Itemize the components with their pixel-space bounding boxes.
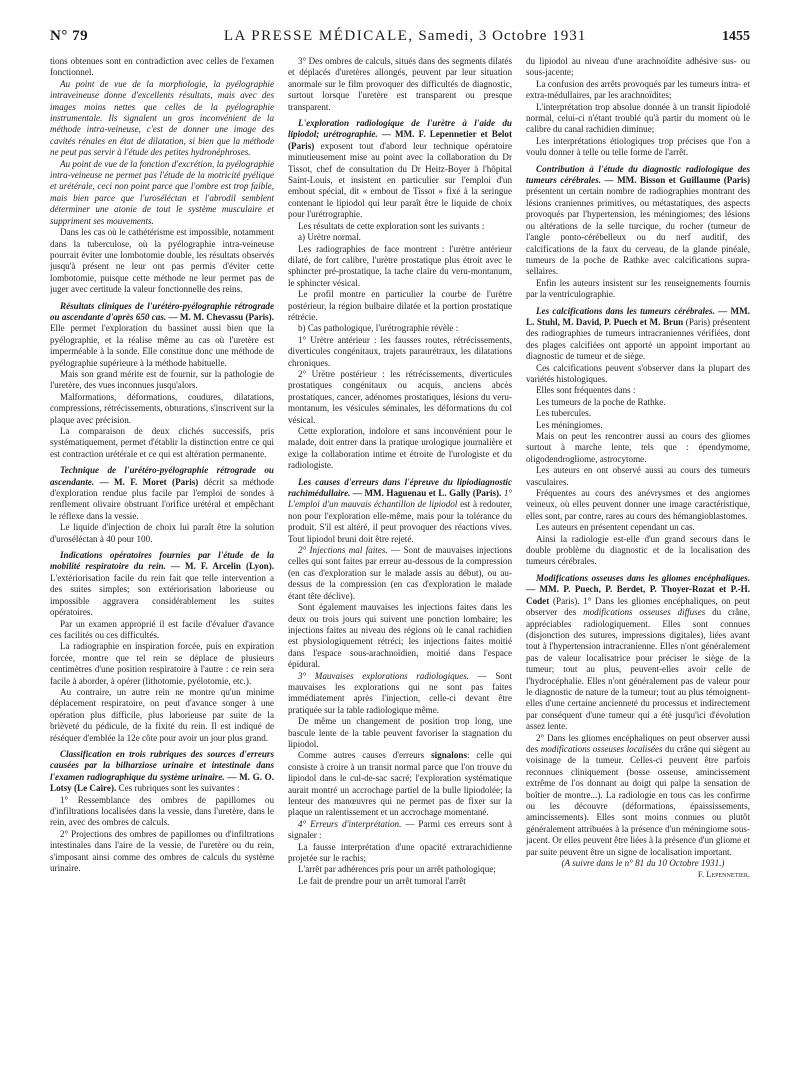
paragraph: Les auteurs en présentent cependant un cas.: [536, 522, 695, 533]
paragraph: b) Cas pathologique, l'urétrographie révèle :: [298, 323, 459, 334]
paragraph: [526, 733, 750, 858]
section-author: — MM. Haguenau et L. Gally (Paris).: [352, 488, 502, 499]
section-title: Contribution à l'étude du diagnostic radiologique des tumeurs cérébrales.: [526, 163, 750, 186]
paragraph: Les tubercules.: [536, 408, 592, 419]
section-text: est à redouter, non pour l'exploration elle-même, mais pour la tolérance du produit. S'il est altéré, il peut provoquer des réactions vives. Tout lipiodol bruni doit être rejeté.: [288, 499, 512, 544]
section-text: (Paris). 1° Dans les gliomes encéphaliques, on peut observer des: [526, 595, 750, 618]
section-text: 1° L'emploi d'un mauvais échantillon de lipiodol: [288, 488, 512, 510]
section-title: Les causes d'erreurs dans l'épreuve du lipiodiagnostic rachimédullaire.: [288, 476, 512, 499]
section-text: (Paris) présentent des radiographies de tumeurs intracraniennes vérifiées, dont des plages calcifiées ont apporté un appoint important au diagnostic de tumeur et de siège.: [526, 316, 750, 362]
section-author: — M. F. Arcelin (Lyon).: [170, 561, 274, 572]
paragraph: [288, 545, 512, 602]
section-heading: [50, 301, 274, 369]
paragraph: du lipiodol au niveau d'une arachnoïdite adhésive sus- ou sous-jacente;: [526, 56, 750, 78]
paragraph: L'arrêt par adhérences pris pour un arrêt pathologique;: [298, 864, 496, 875]
paragraph: La fausse interprétation d'une opacité extrarachidienne projetée sur le rachis;: [288, 841, 512, 864]
issue-date: Samedi, 3 Octobre 1931: [418, 28, 587, 44]
paragraph: [288, 750, 512, 818]
paragraph: Les résultats de cette exploration sont les suivants :: [298, 220, 485, 231]
section-heading: [526, 573, 750, 733]
paragraph: tions obtenues sont en contradiction avec celles de l'examen fonctionnel.: [50, 56, 274, 78]
paragraph: Les méningiomes.: [536, 419, 603, 430]
masthead: [224, 28, 586, 45]
text-columns: [50, 56, 750, 1072]
paragraph: Par un examen approprié il est facile d'évaluer d'avance ces facilités ou ces difficultés.: [50, 618, 274, 640]
page-number: 1455: [721, 29, 750, 44]
paragraph: Au point de vue de la fonction d'excrétion, la pyélographie intra-veineuse ne permet pas l'étude de la motricité pyélique et urétérale, ceci non point parce que l'ombre est trop faible, mais bien parce que l'uroséléctan et l'abrodil semblent déterminer une atonie de tout le système musculaire et suppriment ses mouvements.: [50, 158, 274, 226]
paragraph: Fréquentes au cours des anévrysmes et des angiomes veineux, où elles peuvent donner une image caractéristique, elles sont, par contre, rares au cours des hémangioblastomes.: [526, 488, 750, 521]
paragraph: Elles sont fréquentes dans :: [536, 385, 636, 396]
paragraph: La radiographie en inspiration forcée, puis en expiration forcée, montre que tel rein se déplace de plusieurs centimètres d'une position respiratoire à l'autre : ce rein sera facile à aborder, à opérer (lithotomie, pyélotomie, etc.).: [50, 641, 274, 686]
text: 2° Dans les gliomes encéphaliques on peut observer aussi des: [526, 732, 750, 754]
section-text: Elle permet l'exploration du bassinet aussi bien que la pyélographie, et la réalise même au cas où l'uretère est imperméable à la sonde. Elle constitue donc une méthode de pyélographie supérieure à la méthode habituelle.: [50, 323, 274, 368]
section-text: modifications osseuses diffuses: [583, 607, 706, 618]
paragraph: Malformations, déformations, coudures, dilatations, compressions, rétrécissements, obturations, s'inscrivent sur la plaque avec précision.: [50, 391, 274, 425]
text: du crâne qui siègent au voisinage de la tumeur. Celles-ci peuvent être parfois reconnues cliniquement (bosse osseuse, amincissement extrême de l'os donnant au doigt qui palpe la sensation de boîtier de montre...). La radiologie en tous cas les confirme ou les découvre (déformations, épaississements, amincissements). Elles sont moins connues ou plutôt généralement attribuées à la présence d'un méningiome sous-jacent. Or elles peuvent être liées à la présence d'un gliome et par suite peuvent être un signe de localisation important.: [526, 743, 750, 857]
section-author: — MM. F. Lepennetier et Belot (Paris): [288, 129, 512, 151]
emphasis: signalons: [431, 750, 467, 761]
author-signature: F. Lepennetier.: [697, 869, 750, 880]
section-heading: [50, 465, 274, 522]
paragraph: Ces calcifications peuvent s'observer dans la plupart des variétés histologiques.: [526, 362, 750, 384]
section-author: — MM. Bisson et Guillaume (Paris): [604, 175, 750, 186]
column-1: [50, 56, 274, 1072]
section-text: L'extériorisation facile du rein fait que telle intervention a des suites simples; son extériorisation laborieuse ou impossible aggravera considérablement les suites opératoires.: [50, 572, 274, 618]
subheading: 3° Mauvaises explorations radiologiques.: [298, 670, 470, 681]
journal-title: LA PRESSE MÉDICALE,: [223, 28, 414, 44]
text: — Parmi ces erreurs sont à signaler :: [288, 818, 512, 841]
section-text: Ces rubriques sont les suivantes :: [118, 783, 240, 794]
text: Comme autres causes d'erreurs: [298, 750, 425, 761]
section-title: Technique de l'urétéro-pyélographie rétrograde ou ascendante.: [50, 465, 274, 487]
section-author: — M. G. O. Lotsy (Le Caire).: [50, 771, 274, 794]
subheading: 2° Injections mal faites.: [298, 545, 388, 556]
section-title: Modifications osseuses dans les gliomes encéphaliques.: [536, 572, 750, 583]
section-text: exposent tout d'abord leur technique opératoire minutieusement mise au point avec la collaboration du Dr Tissot, chef de consultation du Dr Heitz-Boyer à l'hôpital Saint-Louis, et insistent en particulier sur l'emploi d'un embout spécial, dit « embout de Tissot » fixé à la seringue contenant le lipiodol qui leur paraît être le liquide de choix pour l'urétrographie.: [288, 140, 512, 220]
paragraph: 1° Ressemblance des ombres de papillomes ou d'infiltrations localisées dans la vessie, dans l'uretère, dans le rein, avec des ombres de calculs.: [50, 794, 274, 828]
paragraph: 1° Urètre antérieur : les fausses routes, rétrécissements, diverticules congénitaux, trajets paraurétraux, les dilatations chroniques.: [288, 334, 512, 368]
paragraph: La comparaison de deux clichés successifs, pris systématiquement, permet d'établir la distinction entre ce qui est contraction urétérale et ce qui est altération permanente.: [50, 426, 274, 459]
section-author: — M. F. Moret (Paris): [99, 476, 199, 487]
paragraph: 3° Des ombres de calculs, situés dans des segments dilatés et déplacés d'uretères allongés, peuvent par leur situation anormale sur le film provoquer des difficultés de diagnostic, surtout lorsque l'uretère est transparent ou presque transparent.: [288, 56, 512, 112]
paragraph: a) Urètre normal.: [298, 232, 361, 243]
paragraph: Les interprétations étiologiques trop précises que l'on a voulu donner à telle ou telle forme de l'arrêt.: [526, 135, 750, 158]
paragraph: Sont également mauvaises les injections faites dans les deux ou trois jours qui suivent une ponction lombaire; les injections faites au niveau des régions où le canal rachidien est physiologiquement rétréci; les injections faites moitié dans l'espace sous-arachnoïdien, moitié dans l'espace épidural.: [288, 602, 512, 670]
paragraph: Cette exploration, indolore et sans inconvénient pour le malade, doit entrer dans la pratique urologique journalière et exige la collaboration intime et étroite de l'urologiste et du radiologiste.: [288, 426, 512, 471]
section-heading: [526, 306, 750, 363]
section-title: Indications opératoires fournies par l'étude de la mobilité respiratoire du rein.: [50, 550, 274, 572]
section-heading: [526, 164, 750, 278]
paragraph: 2° Urètre postérieur : les rétrécissements, diverticules prostatiques congénitaux ou acquis, anciens abcès prostatiques, cancer, adénomes prostatiques, lésions du veru-montanum, les vésicules séminales, les déformations du col vésical.: [288, 368, 512, 425]
text: : celle qui consiste à croire à un transit normal parce que l'on trouve du lipiodol dans le cul-de-sac sacré; l'exploration systématique aurait montré un accrochage partiel de la bulle lipiodolée; la lenteur des manœuvres qui ne permet pas de fixer sur la plaque un ralentissement et un accrochage momentané.: [288, 750, 512, 818]
paragraph: De même un changement de position trop long, une bascule lente de la table peuvent favoriser la stagnation du lipiodol.: [288, 716, 512, 749]
paragraph: Au point de vue de la morphologie, la pyélographie intraveineuse donne d'excellents résultats, mais avec des images moins nettes que celles de la pyélographie instrumentale. Ils signalent un gros inconvénient de la méthode intra-veineuse, c'est de donner une image des cavités rénales en état de dilatation, si bien que la méthode ne peut pas servir à l'étude des petites hydronéphroses.: [50, 78, 274, 158]
paragraph: Au contraire, un autre rein ne montre qu'un minime déplacement respiratoire, on peut d'avance songer à une opération plus difficile, plus laborieuse par suite de la brièveté du pédicule, de la fixité du rein. Il est indiqué de réséquer d'emblée la 12e côte pour avoir un jour plus grand.: [50, 686, 274, 743]
paragraph: Les tumeurs de la poche de Rathke.: [536, 396, 666, 407]
section-author: — MM. P. Puech, P. Berdet, P. Thoyer-Rozat et P.-H. Codet: [526, 584, 750, 606]
text: — Sont mauvaises les explorations qui ne sont pas faites immédiatement après l'injection, celle-ci devant être pratiquée sur la table radiologique même.: [288, 670, 512, 715]
section-title: L'exploration radiologique de l'urètre à l'aide du lipiodol; urétrographie.: [288, 118, 512, 140]
paragraph: [288, 671, 512, 717]
paragraph: Dans les cas où le cathétérisme est impossible, notamment dans la tuberculose, où la pyélographie intra-veineuse pourrait éviter une lombotomie double, les résultats observés jusqu'à présent ne leur ont pas permis d'éviter cette lombotomie, puisque cette méthode ne leur permet pas de juger avec certitude la valeur fonctionnelle des reins.: [50, 227, 274, 295]
issue-number: N° 79: [50, 28, 89, 44]
paragraph: Les radiographies de face montrent : l'urètre antérieur dilaté, de fort calibre, l'urètre prostatique plus étroit avec le sphincter pré-prostatique, la tache claire du veru-montanum, le sphincter vésical.: [288, 243, 512, 288]
section-heading: [288, 118, 512, 221]
continuation-note: (A suivre dans le n° 81 du 10 Octobre 1931.): [561, 858, 725, 869]
subheading: 4° Erreurs d'interprétation.: [298, 818, 402, 829]
section-author: — M. M. Chevassu (Paris).: [168, 311, 274, 322]
section-heading: [50, 550, 274, 618]
paragraph: 2° Projections des ombres de papillomes ou d'infiltrations intestinales dans l'aire de la vessie, de l'uretère ou du rein, s'imposant ainsi comme des ombres de calculs du système urinaire.: [50, 828, 274, 874]
emphasis: modifications osseuses localisées: [540, 743, 663, 754]
column-2: [288, 56, 512, 1072]
section-heading: [288, 477, 512, 545]
section-text: du crâne, appréciables radiologiquement. Elles sont connues (disjonction des sutures, impressions digitales), liées avant tout à l'hypertension intracranienne. Elles n'ont généralement pas de valeur localisatrice pour préciser le siège de la tumeur; tout au plus, peuvent-elles avoir celle de l'hydrocéphalie. Elles n'ont généralement pas de valeur pour le diagnostic de nature de la tumeur; tout au plus témoignent-elles d'une certaine ancienneté du processus et indirectement par conséquent d'une tumeur qui a été jusqu'ici d'évolution assez lente.: [526, 607, 750, 732]
paragraph: Le fait de prendre pour un arrêt tumoral l'arrêt: [298, 875, 466, 886]
section-author: — MM. L. Stuhl, M. David, P. Puech et M. Brun: [526, 305, 750, 327]
paragraph: Le liquide d'injection de choix lui paraît être la solution d'uroséléctan à 40 pour 100.: [50, 522, 274, 544]
paragraph: Le profil montre en particulier la courbe de l'urètre postérieur, la région bulbaire dilatée et la portion prostatique rétrécie.: [288, 289, 512, 322]
paragraph: Ainsi la radiologie est-elle d'un grand secours dans le double problème du diagnostic et de la localisation des tumeurs cérébrales.: [526, 533, 750, 567]
section-text: présentent un certain nombre de radiographies montrant des lésions craniennes primitives, ou métastatiques, des aspects provoqués par l'hypertension, les méningiomes; des lésions ou altérations de la selle turcique, du rocher (tumeur de l'angle ponto-cérébelleux ou du nerf auditif, des calcifications de la faux du cerveau, de la glande pinéale, tumeurs de la poche de Rathke avec calcifications supra-sellaires.: [526, 186, 750, 277]
paragraph: Enfin les auteurs insistent sur les renseignements fournis par la ventriculographie.: [526, 277, 750, 300]
section-title: Résultats cliniques de l'urétéro-pyélographie rétrograde ou ascendante d'après 650 cas.: [50, 300, 274, 322]
section-title: Classification en trois rubriques des sources d'erreurs causées par la bilharziose urinaire et intestinale dans l'examen radiographique du système urinaire.: [50, 748, 274, 782]
page-header: [50, 28, 750, 50]
paragraph: La confusion des arrêts provoqués par les tumeurs intra- et extra-médullaires, par les arachnoïdites;: [526, 78, 750, 101]
paragraph: Mais son grand mérite est de fournir, sur la pathologie de l'uretère, des vues inconnues jusqu'alors.: [50, 368, 274, 391]
paragraph: [288, 819, 512, 842]
paragraph: Les auteurs en ont observé aussi au cours des tumeurs vasculaires.: [526, 465, 750, 487]
paragraph: L'interprétation trop absolue donnée à un transit lipiodolé normal, celui-ci n'étant troublé qu'à partir du moment où le calibre du canal rachidien diminue;: [526, 101, 750, 135]
section-heading: [50, 749, 274, 795]
section-title: Les calcifications dans les tumeurs cérébrales.: [536, 305, 715, 316]
text: — Sont de mauvaises injections celles qui sont faites par erreur au-dessous de la compression (en cas d'exploration sur le malade assis au début), ou au-dessus de la compression (en cas d'exploration le malade étant tête déclive).: [288, 545, 512, 601]
column-3: [526, 56, 750, 1072]
paragraph: Mais on peut les rencontrer aussi au cours des gliomes surtout à marche lente, tels que : épendymome, oligodendrogliome, astrocytome.: [526, 431, 750, 464]
section-text: décrit sa méthode d'exploration rendue plus facile par l'emploi de sondes à renflement olivaire obstruant l'orifice urétéral et empêchant le réflexe dans la vessie.: [50, 476, 274, 521]
